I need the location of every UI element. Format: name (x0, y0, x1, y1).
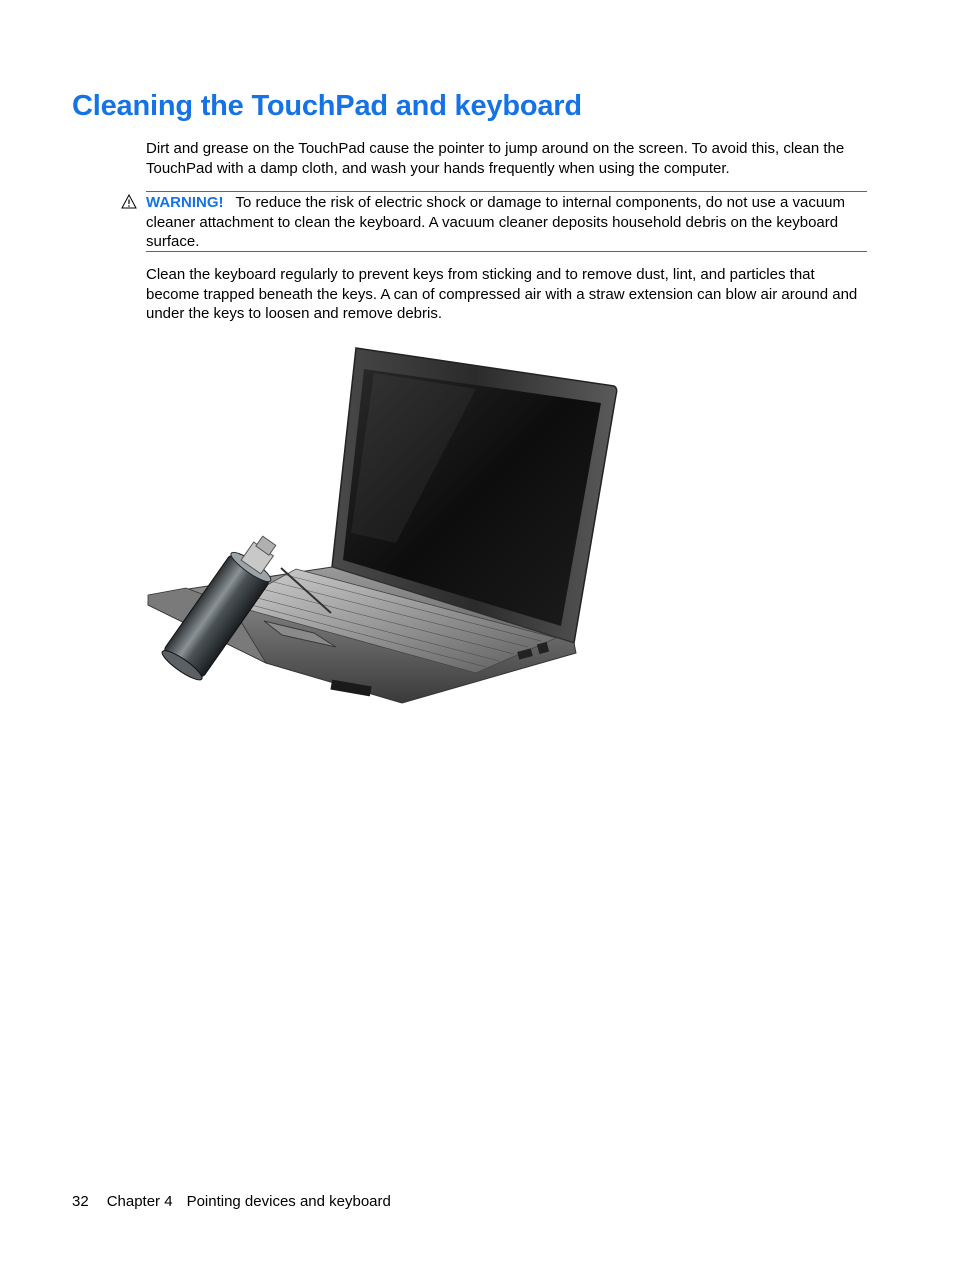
cleaning-paragraph: Clean the keyboard regularly to prevent keys from sticking and to remove dust, lint, and particles that become trapped beneath the keys. A can of compressed air with a straw extension can blow air around and under the keys to loosen and remove debris. (146, 266, 858, 322)
warning-triangle-icon (121, 194, 137, 209)
page-number: 32 (72, 1193, 89, 1210)
page-footer (72, 1193, 391, 1210)
warning-label: WARNING! (146, 194, 224, 211)
chapter-number: Chapter 4 (106, 1193, 173, 1210)
warning-text: To reduce the risk of electric shock or damage to internal components, do not use a vacuum cleaner attachment to clean the keyboard. A vacuum cleaner deposits household debris on the keyboard surface. (146, 194, 845, 250)
warning-box (146, 191, 867, 252)
warning-content (146, 192, 867, 252)
intro-paragraph: Dirt and grease on the TouchPad cause the pointer to jump around on the screen. To avoid this, clean the TouchPad with a damp cloth, and wash your hands frequently when using the computer. (146, 140, 845, 177)
page-title: Cleaning the TouchPad and keyboard (72, 90, 582, 122)
laptop-illustration (146, 343, 620, 711)
chapter-title: Pointing devices and keyboard (186, 1193, 391, 1210)
